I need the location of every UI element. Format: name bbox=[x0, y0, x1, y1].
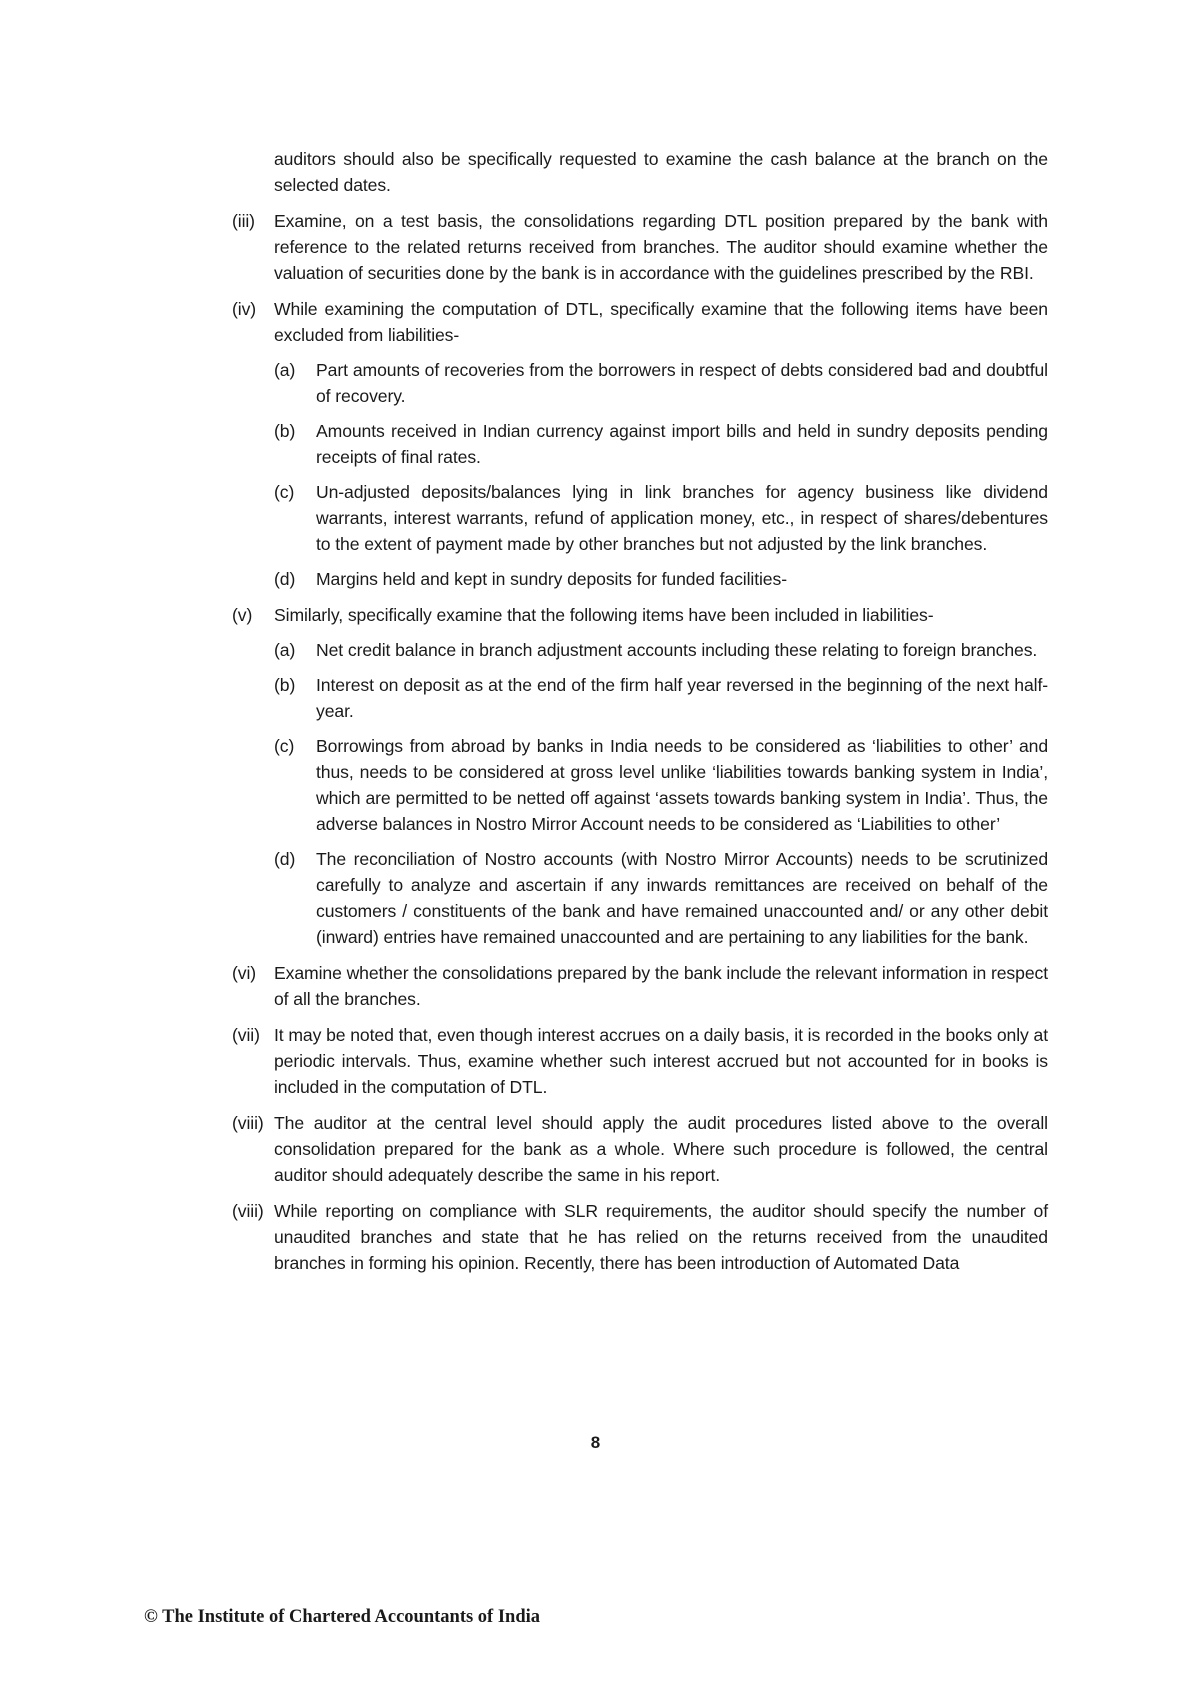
item-number: (v) bbox=[232, 605, 253, 625]
sub-item-text: Amounts received in Indian currency against import bills and held in sundry deposits pending receipts of final rates. bbox=[316, 421, 1048, 467]
item-text: While examining the computation of DTL, specifically examine that the following items have been excluded from liabilities- bbox=[274, 299, 1048, 345]
sub-item-d bbox=[274, 566, 1048, 592]
sub-item-letter: (b) bbox=[274, 675, 296, 695]
item-text: Similarly, specifically examine that the following items have been included in liabilities- bbox=[274, 605, 934, 625]
list-item-v bbox=[232, 602, 1048, 950]
sub-item-letter: (c) bbox=[274, 482, 295, 502]
sub-item-c bbox=[274, 733, 1048, 837]
sub-item-text: Net credit balance in branch adjustment accounts including these relating to foreign branches. bbox=[316, 640, 1038, 660]
sub-item-letter: (a) bbox=[274, 640, 296, 660]
sub-item-text: The reconciliation of Nostro accounts (with Nostro Mirror Accounts) needs to be scrutinized carefully to analyze and ascertain if any inwards remittances are received on behalf of the customers / constituents of the bank and have remained unaccounted and/ or any other debit (inward) entries have remained unaccounted and are pertaining to any liabilities for the bank. bbox=[316, 849, 1048, 947]
item-text: The auditor at the central level should apply the audit procedures listed above to the overall consolidation prepared for the bank as a whole. Where such procedure is followed, the central auditor should adequately describe the same in his report. bbox=[274, 1113, 1048, 1185]
footer-copyright: © The Institute of Chartered Accountants of India bbox=[144, 1607, 541, 1627]
page-number: 8 bbox=[590, 1433, 601, 1452]
sub-item-letter: (c) bbox=[274, 736, 295, 756]
sub-item-text: Interest on deposit as at the end of the firm half year reversed in the beginning of the next half-year. bbox=[316, 675, 1048, 721]
list-item-vii bbox=[232, 1022, 1048, 1100]
list-item-vi bbox=[232, 960, 1048, 1012]
sub-item-letter: (d) bbox=[274, 569, 296, 589]
item-number: (viii) bbox=[232, 1113, 264, 1133]
item-text: Examine whether the consolidations prepared by the bank include the relevant information in respect of all the branches. bbox=[274, 963, 1048, 1009]
item-text: It may be noted that, even though interest accrues on a daily basis, it is recorded in the books only at periodic intervals. Thus, examine whether such interest accrued but not accounted for in books is included in the computation of DTL. bbox=[274, 1025, 1048, 1097]
item-number: (iv) bbox=[232, 299, 257, 319]
list-item-viii-a bbox=[232, 1110, 1048, 1188]
page-content bbox=[232, 146, 1048, 1286]
sub-item-text: Part amounts of recoveries from the borrowers in respect of debts considered bad and doubtful of recovery. bbox=[316, 360, 1048, 406]
sub-item-letter: (b) bbox=[274, 421, 296, 441]
sub-item-d bbox=[274, 846, 1048, 950]
item-text: While reporting on compliance with SLR requirements, the auditor should specify the number of unaudited branches and state that he has relied on the returns received from the unaudited branches in forming his opinion. Recently, there has been introduction of Automated Data bbox=[274, 1201, 1048, 1273]
sub-item-b bbox=[274, 672, 1048, 724]
intro-paragraph: auditors should also be specifically requested to examine the cash balance at the branch on the selected dates. bbox=[274, 149, 1048, 195]
sub-item-b bbox=[274, 418, 1048, 470]
sub-item-text: Borrowings from abroad by banks in India needs to be considered as ‘liabilities to other’ and thus, needs to be considered at gross level unlike ‘liabilities towards banking system in India’, which are permitted to be netted off against ‘assets towards banking system in India’. Thus, the adverse balances in Nostro Mirror Account needs to be considered as ‘Liabilities to other’ bbox=[316, 736, 1048, 834]
sub-item-letter: (d) bbox=[274, 849, 296, 869]
sub-item-text: Margins held and kept in sundry deposits for funded facilities- bbox=[316, 569, 787, 589]
list-item-iii bbox=[232, 208, 1048, 286]
list-item-viii-b bbox=[232, 1198, 1048, 1276]
item-number: (vii) bbox=[232, 1025, 260, 1045]
list-item-iv bbox=[232, 296, 1048, 592]
sub-item-c bbox=[274, 479, 1048, 557]
sub-item-a bbox=[274, 357, 1048, 409]
sub-item-text: Un-adjusted deposits/balances lying in link branches for agency business like dividend warrants, interest warrants, refund of application money, etc., in respect of shares/debentures to the extent of payment made by other branches but not adjusted by the link branches. bbox=[316, 482, 1048, 554]
item-number: (iii) bbox=[232, 211, 255, 231]
item-number: (vi) bbox=[232, 963, 257, 983]
item-number: (viii) bbox=[232, 1201, 264, 1221]
item-text: Examine, on a test basis, the consolidations regarding DTL position prepared by the bank with reference to the related returns received from branches. The auditor should examine whether the valuation of securities done by the bank is in accordance with the guidelines prescribed by the RBI. bbox=[274, 211, 1048, 283]
sub-item-a bbox=[274, 637, 1048, 663]
sub-item-letter: (a) bbox=[274, 360, 296, 380]
